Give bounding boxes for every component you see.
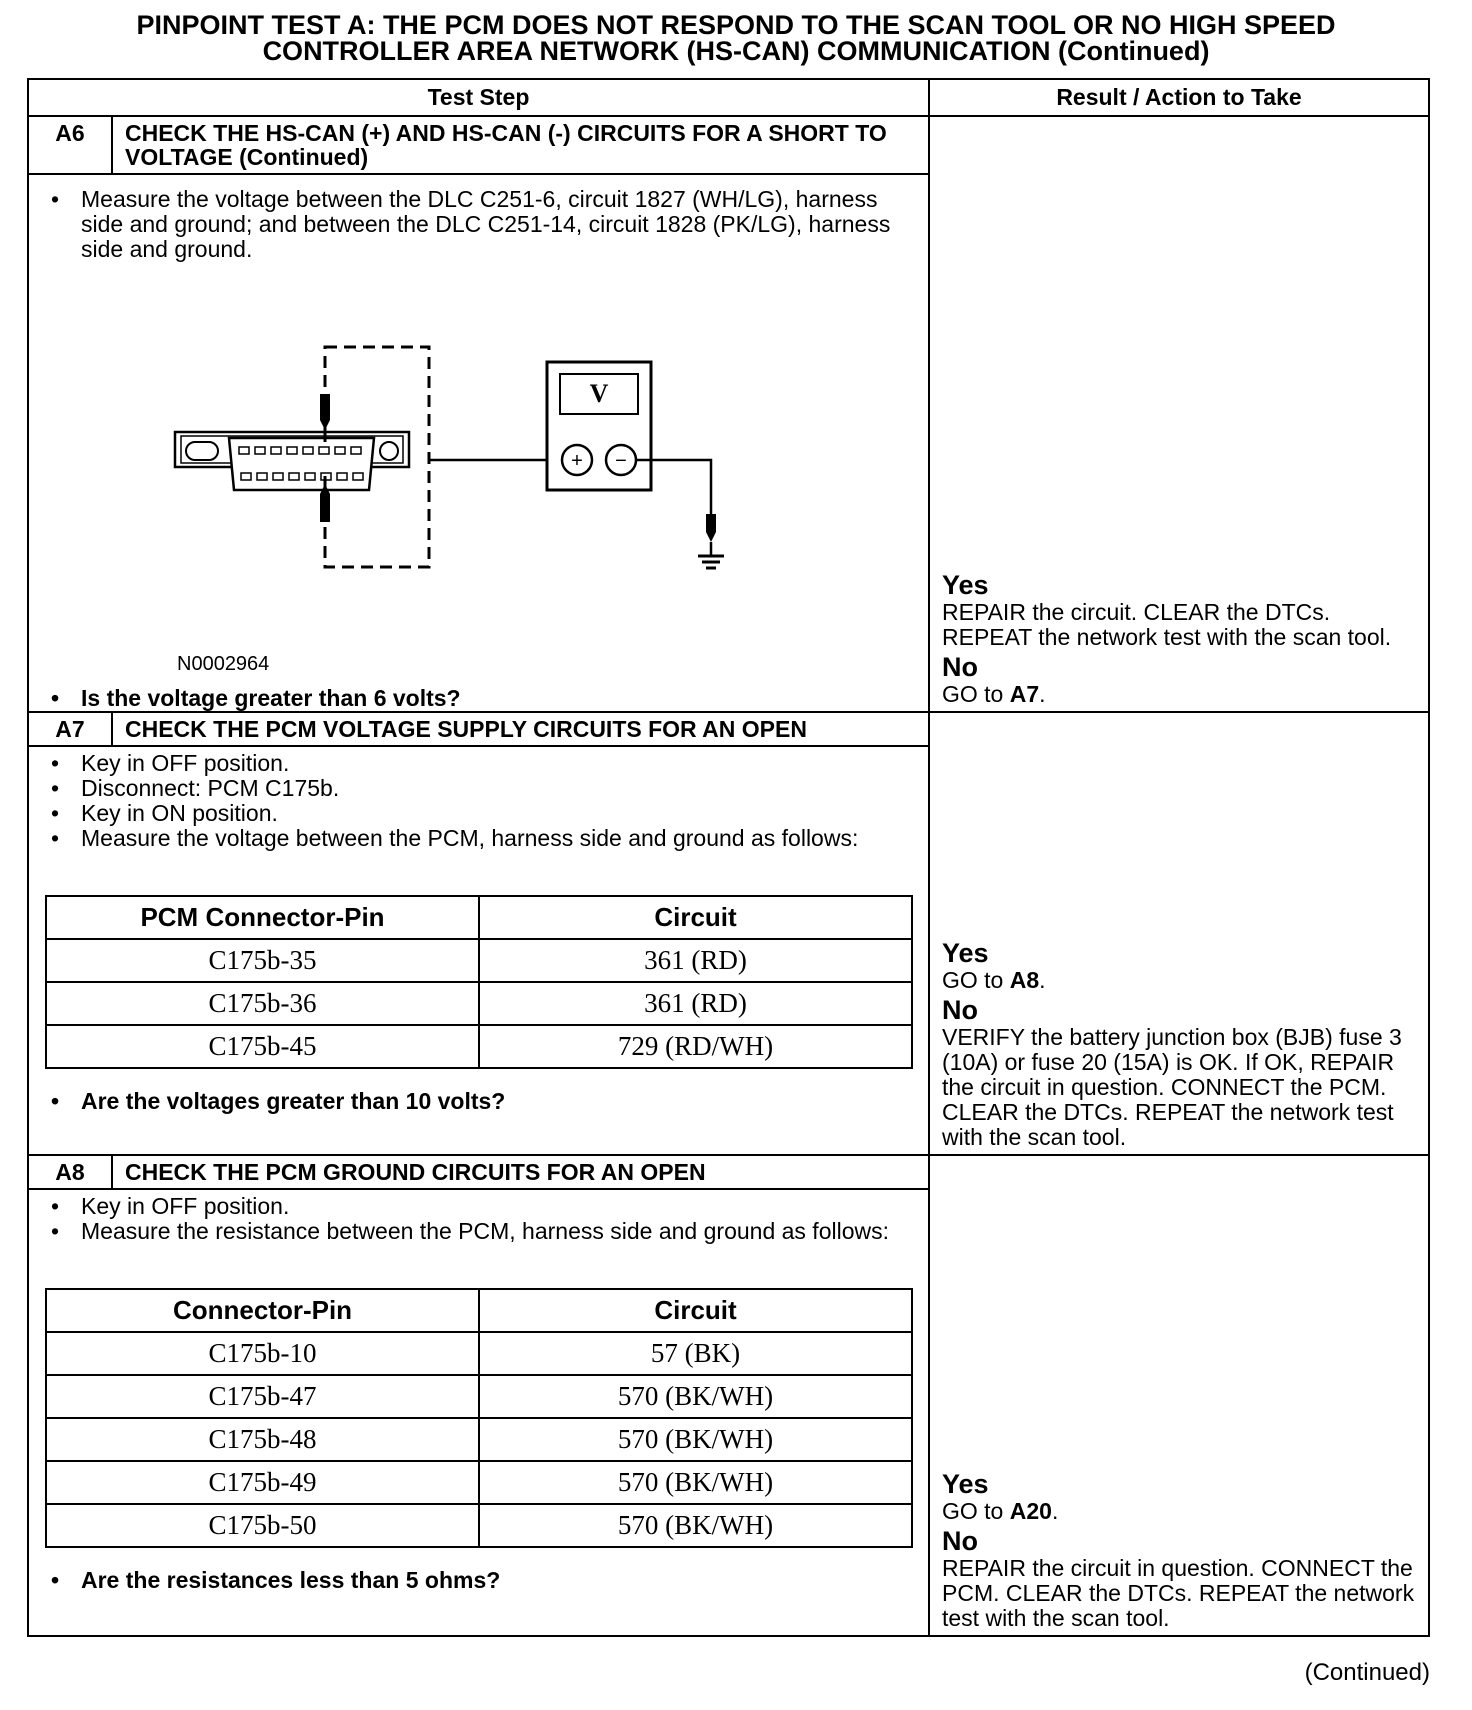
- header-test-step: Test Step: [28, 79, 929, 116]
- plus-sign: +: [571, 450, 583, 472]
- step-id: A8: [29, 1156, 113, 1188]
- table-row: [46, 1504, 912, 1547]
- table-row: [46, 1375, 912, 1418]
- yes-label: Yes: [942, 570, 989, 600]
- bullet: • Disconnect: PCM C175b.: [45, 776, 916, 801]
- yes-tail: .: [1051, 1498, 1059, 1524]
- dlc-voltmeter-diagram: [45, 262, 916, 692]
- bullet: • Measure the resistance between the PCM, harness side and ground as follows:: [45, 1219, 916, 1244]
- table-row: [46, 1461, 912, 1504]
- no-text: REPAIR the circuit in question. CONNECT the PCM. CLEAR the DTCs. REPEAT the network test with the scan tool.: [942, 1555, 1415, 1631]
- bullet: • Key in OFF position.: [45, 751, 916, 776]
- no-tail: .: [1039, 681, 1046, 707]
- pcm-ground-table: [45, 1288, 913, 1548]
- table-row: [46, 939, 912, 982]
- table-header: Connector-Pin: [46, 1289, 479, 1332]
- step-question: • Are the resistances less than 5 ohms?: [45, 1568, 916, 1593]
- yes-text: GO to: [942, 1498, 1010, 1524]
- continued-footer: (Continued): [1304, 1659, 1430, 1686]
- ground-probe: [706, 514, 716, 542]
- bullet: • Measure the voltage between the DLC C251-6, circuit 1827 (WH/LG), harness side and ground; and between the DLC C251-14, circuit 1828 (PK/LG), harness side and ground.: [45, 187, 916, 262]
- table-cell: C175b-45: [46, 1025, 479, 1068]
- no-label: No: [942, 1526, 978, 1556]
- table-cell: C175b-10: [46, 1332, 479, 1375]
- table-cell: C175b-36: [46, 982, 479, 1025]
- table-header: Circuit: [479, 1289, 912, 1332]
- table-cell: 570 (BK/WH): [479, 1375, 912, 1418]
- yes-ref: A8: [1009, 967, 1040, 993]
- bullet: • Key in OFF position.: [45, 1194, 916, 1219]
- yes-label: Yes: [942, 1469, 989, 1499]
- pinpoint-test-table: [27, 78, 1430, 1637]
- table-cell: C175b-48: [46, 1418, 479, 1461]
- no-label: No: [942, 652, 978, 682]
- no-text: VERIFY the battery junction box (BJB) fuse 3 (10A) or fuse 20 (15A) is OK. If OK, REPAIR the circuit in question. CONNECT the PCM. CLEAR the DTCs. REPEAT the network test with the scan tool.: [942, 1024, 1402, 1150]
- yes-label: Yes: [942, 938, 989, 968]
- probe-top: [320, 394, 330, 430]
- yes-text: REPAIR the circuit. CLEAR the DTCs. REPEAT the network test with the scan tool.: [942, 599, 1392, 650]
- meter-label: V: [589, 379, 609, 408]
- table-cell: 57 (BK): [479, 1332, 912, 1375]
- table-cell: C175b-49: [46, 1461, 479, 1504]
- step-id: A6: [29, 117, 113, 173]
- step-row-a7: [28, 712, 1429, 1155]
- step-title: CHECK THE PCM GROUND CIRCUITS FOR AN OPEN: [125, 1159, 706, 1185]
- step-title: CHECK THE HS-CAN (+) AND HS-CAN (-) CIRCUITS FOR A SHORT TO VOLTAGE (Continued): [125, 120, 887, 170]
- page-title: [0, 12, 1472, 64]
- table-row: [46, 1025, 912, 1068]
- table-cell: 361 (RD): [479, 939, 912, 982]
- step-row-a6: [28, 116, 1429, 712]
- table-cell: C175b-47: [46, 1375, 479, 1418]
- yes-tail: .: [1039, 967, 1046, 993]
- ground-symbol: [698, 556, 724, 568]
- pcm-voltage-table: [45, 895, 913, 1069]
- result-a8: [942, 1469, 1422, 1631]
- yes-ref: A20: [1009, 1498, 1052, 1524]
- minus-sign: −: [615, 450, 627, 472]
- wiring-diagram-svg: [29, 262, 909, 692]
- table-row: [46, 982, 912, 1025]
- step-row-a8: [28, 1155, 1429, 1636]
- table-cell: 729 (RD/WH): [479, 1025, 912, 1068]
- bullet: • Key in ON position.: [45, 801, 916, 826]
- table-header: PCM Connector-Pin: [46, 896, 479, 939]
- step-question: • Is the voltage greater than 6 volts?: [45, 686, 916, 711]
- result-a6: [942, 570, 1422, 707]
- table-cell: C175b-50: [46, 1504, 479, 1547]
- step-id: A7: [29, 713, 113, 745]
- bullet: • Measure the voltage between the PCM, harness side and ground as follows:: [45, 826, 916, 851]
- no-ref: A7: [1009, 681, 1040, 707]
- table-row: [46, 1418, 912, 1461]
- figure-label: N0002964: [177, 653, 270, 675]
- table-cell: 570 (BK/WH): [479, 1418, 912, 1461]
- step-title: CHECK THE PCM VOLTAGE SUPPLY CIRCUITS FOR AN OPEN: [125, 716, 807, 742]
- table-cell: 570 (BK/WH): [479, 1461, 912, 1504]
- no-text: GO to: [942, 681, 1010, 707]
- yes-text: GO to: [942, 967, 1010, 993]
- table-cell: C175b-35: [46, 939, 479, 982]
- header-result: Result / Action to Take: [929, 79, 1429, 116]
- table-row: [46, 1332, 912, 1375]
- no-label: No: [942, 995, 978, 1025]
- table-cell: 570 (BK/WH): [479, 1504, 912, 1547]
- result-a7: [942, 938, 1422, 1150]
- table-header: Circuit: [479, 896, 912, 939]
- title-line-2: CONTROLLER AREA NETWORK (HS-CAN) COMMUNICATION (Continued): [262, 36, 1210, 66]
- step-question: • Are the voltages greater than 10 volts?: [45, 1089, 916, 1114]
- title-line-1: PINPOINT TEST A: THE PCM DOES NOT RESPOND TO THE SCAN TOOL OR NO HIGH SPEED: [136, 10, 1336, 40]
- dlc-connector-face: [229, 438, 374, 490]
- table-cell: 361 (RD): [479, 982, 912, 1025]
